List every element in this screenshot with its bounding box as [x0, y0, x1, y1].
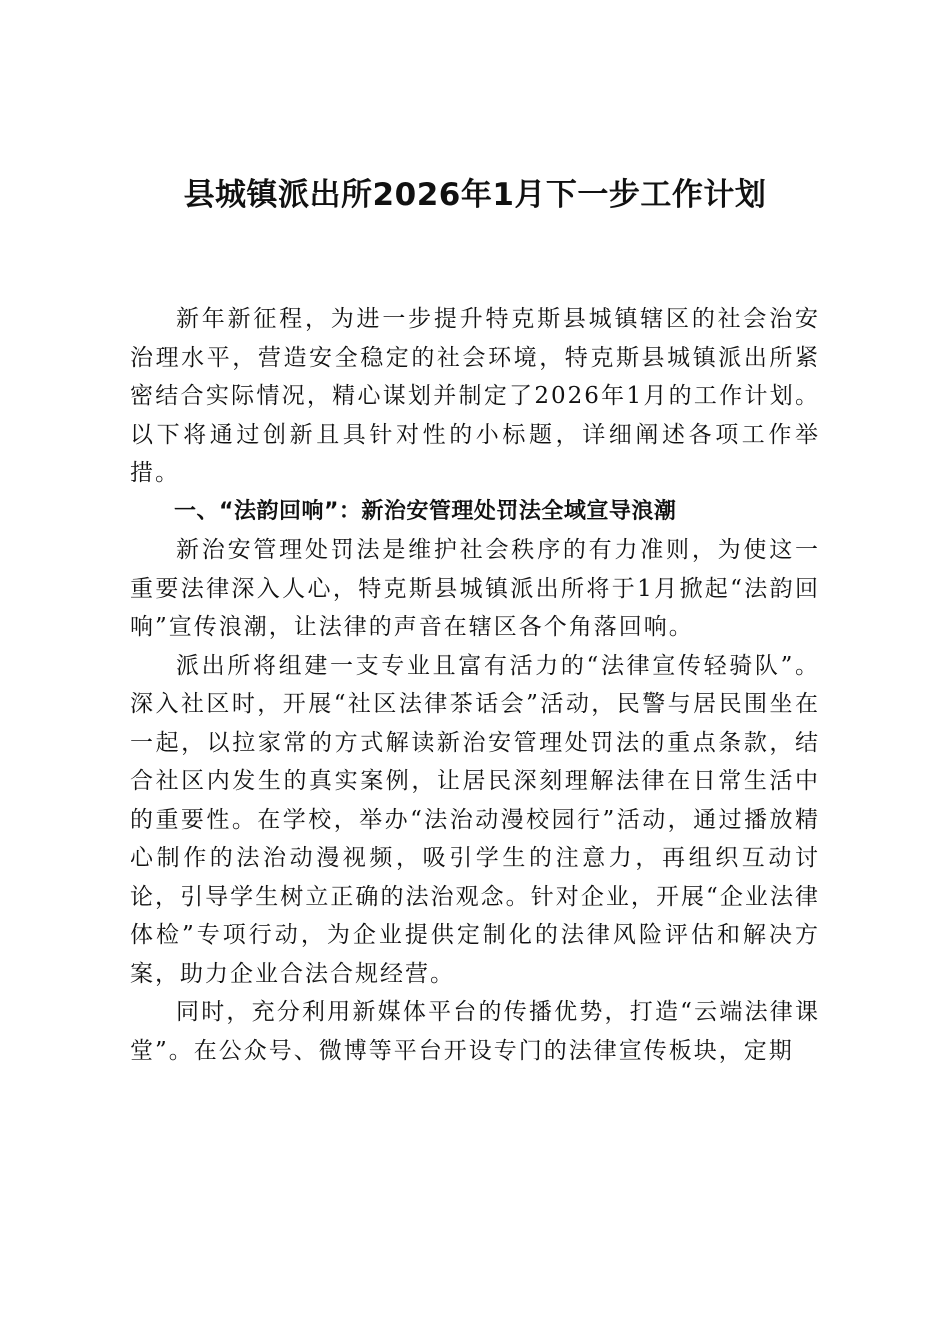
document-title: 县城镇派出所2026年1月下一步工作计划 [183, 177, 767, 213]
intro-paragraph: 新年新征程，为进一步提升特克斯县城镇辖区的社会治安治理水平，营造安全稳定的社会环境，特克斯县城镇派出所紧密结合实际情况，精心谋划并制定了2026年1月的工作计划。以下将通过创新且具针对性的小标题，详细阐述各项工作举措。 [130, 306, 820, 486]
section-heading-1: 一、“法韵回响”：新治安管理处罚法全域宣导浪潮 [174, 498, 677, 524]
document-body [130, 300, 820, 1070]
section1-paragraph-3: 同时，充分利用新媒体平台的传播优势，打造“云端法律课堂”。在公众号、微博等平台开设专门的法律宣传板块，定期 [130, 999, 820, 1064]
section1-paragraph-1: 新治安管理处罚法是维护社会秩序的有力准则，为使这一重要法律深入人心，特克斯县城镇派出所将于1月掀起“法韵回响”宣传浪潮，让法律的声音在辖区各个角落回响。 [130, 537, 820, 640]
section1-paragraph-2: 派出所将组建一支专业且富有活力的“法律宣传轻骑队”。深入社区时，开展“社区法律茶话会”活动，民警与居民围坐在一起，以拉家常的方式解读新治安管理处罚法的重点条款，结合社区内发生的真实案例，让居民深刻理解法律在日常生活中的重要性。在学校，举办“法治动漫校园行”活动，通过播放精心制作的法治动漫视频，吸引学生的注意力，再组织互动讨论，引导学生树立正确的法治观念。针对企业，开展“企业法律体检”专项行动，为企业提供定制化的法律风险评估和解决方案，助力企业合法合规经营。 [130, 652, 820, 987]
